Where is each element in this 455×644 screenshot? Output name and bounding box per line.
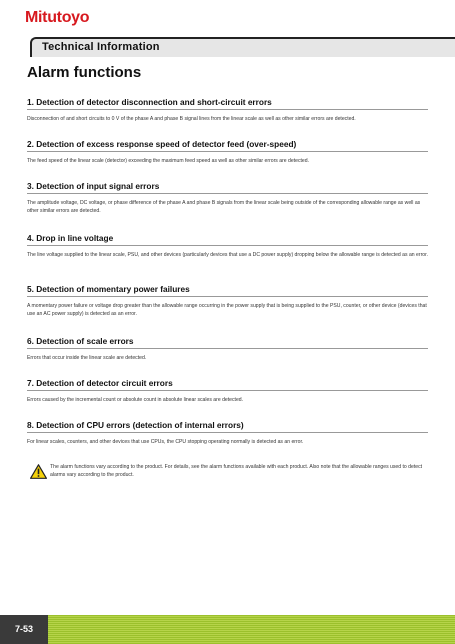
section-heading: 4. Drop in line voltage — [27, 233, 428, 246]
page-number: 7-53 — [0, 615, 48, 644]
warning-icon — [30, 464, 47, 479]
section-text: The amplitude voltage, DC voltage, or phase difference of the phase A and phase B signals from the linear scale being outside of the corresponding allowable range as well as other similar errors are detected. — [27, 200, 421, 215]
page-title: Alarm functions — [27, 64, 142, 81]
section-1 — [27, 97, 428, 123]
section-2 — [27, 139, 428, 165]
section-heading: 3. Detection of input signal errors — [27, 181, 428, 194]
section-heading: 1. Detection of detector disconnection and short-circuit errors — [27, 97, 428, 110]
caution-note — [30, 463, 428, 485]
header-title: Technical Information — [42, 41, 160, 53]
section-text: Errors caused by the incremental count or absolute count in absolute linear scales are detected. — [27, 397, 244, 403]
section-heading: 6. Detection of scale errors — [27, 336, 428, 349]
note-text: The alarm functions vary according to the product. For details, see the alarm functions available with each product. Also note that the allowable ranges used to detect alarms vary according to the product. — [50, 464, 423, 479]
section-header-bar — [30, 37, 455, 57]
section-8 — [27, 420, 428, 446]
section-text: The line voltage supplied to the linear scale, PSU, and other devices (particularly devices that use a DC power supply) dropping below the allowable range is detected as an error. — [27, 252, 428, 258]
section-text: The feed speed of the linear scale (detector) exceeding the maximum feed speed as well as other similar errors are detected. — [27, 158, 309, 164]
section-4 — [27, 233, 428, 259]
section-6 — [27, 336, 428, 362]
section-7 — [27, 378, 428, 404]
section-text: A momentary power failure or voltage drop greater than the allowable range occurring in the power supply that is being supplied to the PSU, counter, or other device (devices that use an AC power supply) is detected as an error. — [27, 303, 427, 318]
section-text: Errors that occur inside the linear scale are detected. — [27, 355, 147, 361]
mitutoyo-logo: Mitutoyo — [25, 9, 90, 26]
section-text: For linear scales, counters, and other devices that use CPUs, the CPU stopping operating normally is detected as an error. — [27, 439, 304, 445]
footer-band — [0, 615, 455, 644]
section-3 — [27, 181, 428, 216]
section-heading: 8. Detection of CPU errors (detection of internal errors) — [27, 420, 428, 433]
section-5 — [27, 284, 428, 319]
section-heading: 5. Detection of momentary power failures — [27, 284, 428, 297]
section-heading: 2. Detection of excess response speed of detector feed (over-speed) — [27, 139, 428, 152]
section-text: Disconnection of and short circuits to 0 V of the phase A and phase B signal lines from the linear scale as well as other similar errors are detected. — [27, 116, 356, 122]
section-heading: 7. Detection of detector circuit errors — [27, 378, 428, 391]
